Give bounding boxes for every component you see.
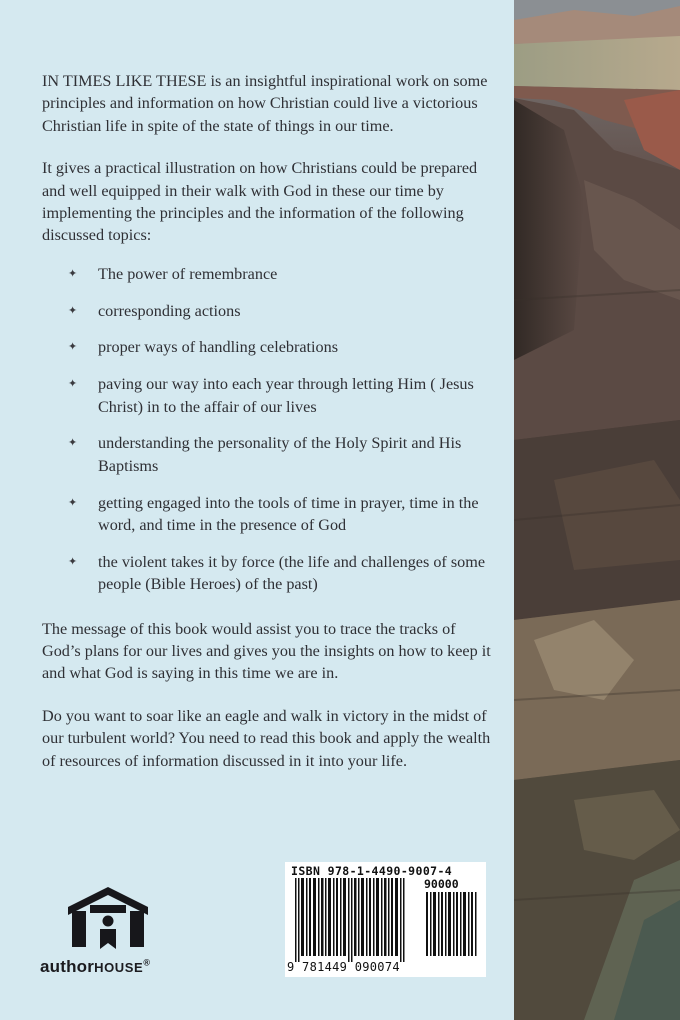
intro-paragraph: IN TIMES LIKE THESE is an insightful inspirational work on some principles and information on how Christian could live a victorious Christian life in spite of the state of things in our time. — [42, 72, 488, 135]
message-paragraph: The message of this book would assist you to trace the tracks of God’s plans for our lives and gives you the insights on how to keep it and what God is saying in this time we are in. — [42, 619, 491, 683]
ean-digits: 9 781449 090074 — [287, 960, 400, 974]
bullet-icon: ✦ — [68, 304, 78, 317]
price-addon-label: 90000 — [424, 877, 459, 891]
topic-list — [42, 263, 497, 596]
bullet-icon: ✦ — [68, 267, 78, 280]
topic-text: the violent takes it by force (the life and challenges of some people (Bible Heroes) of the past) — [98, 552, 486, 594]
topic-text: understanding the personality of the Holy Spirit and His Baptisms — [98, 434, 462, 475]
bullet-icon: ✦ — [68, 555, 78, 568]
book-description — [42, 70, 497, 772]
topic-item — [42, 336, 497, 358]
publisher-logo — [40, 885, 190, 980]
topic-text: proper ways of handling celebrations — [98, 338, 339, 357]
trademark-symbol: ® — [143, 957, 151, 968]
bullet-icon: ✦ — [68, 378, 78, 391]
publisher-wordmark — [40, 957, 150, 977]
isbn-label: ISBN 978-1-4490-9007-4 — [291, 864, 453, 878]
topic-text: corresponding actions — [98, 301, 241, 320]
topic-item — [42, 263, 497, 285]
practical-paragraph: It gives a practical illustration on how Christians could be prepared and well equipped in their walk with God in these our time by implementing the principles and the information of the following discussed topics: — [42, 159, 478, 245]
wordmark-author: author — [40, 957, 95, 976]
wordmark-house: HOUSE — [94, 960, 144, 975]
topic-text: getting engaged into the tools of time in prayer, time in the word, and time in the presence of God — [98, 493, 479, 535]
bullet-icon: ✦ — [68, 341, 78, 354]
canyon-photo — [514, 0, 680, 1020]
isbn-barcode — [285, 862, 486, 977]
topic-text: paving our way into each year through letting Him ( Jesus Christ) in to the affair of our lives — [98, 375, 474, 416]
topic-text: The power of remembrance — [98, 264, 278, 283]
bullet-icon: ✦ — [68, 437, 78, 450]
topic-item — [42, 432, 497, 477]
topic-item — [42, 551, 497, 596]
call-to-action-paragraph: Do you want to soar like an eagle and walk in victory in the midst of our turbulent world? You need to read this book and apply the wealth of resources of information discussed in it into your life. — [42, 706, 491, 770]
bullet-icon: ✦ — [68, 496, 78, 509]
topic-item — [42, 373, 497, 418]
canyon-photo-art — [514, 0, 680, 1020]
authorhouse-house-icon — [66, 885, 150, 951]
topic-item — [42, 300, 497, 322]
topic-item — [42, 492, 497, 537]
